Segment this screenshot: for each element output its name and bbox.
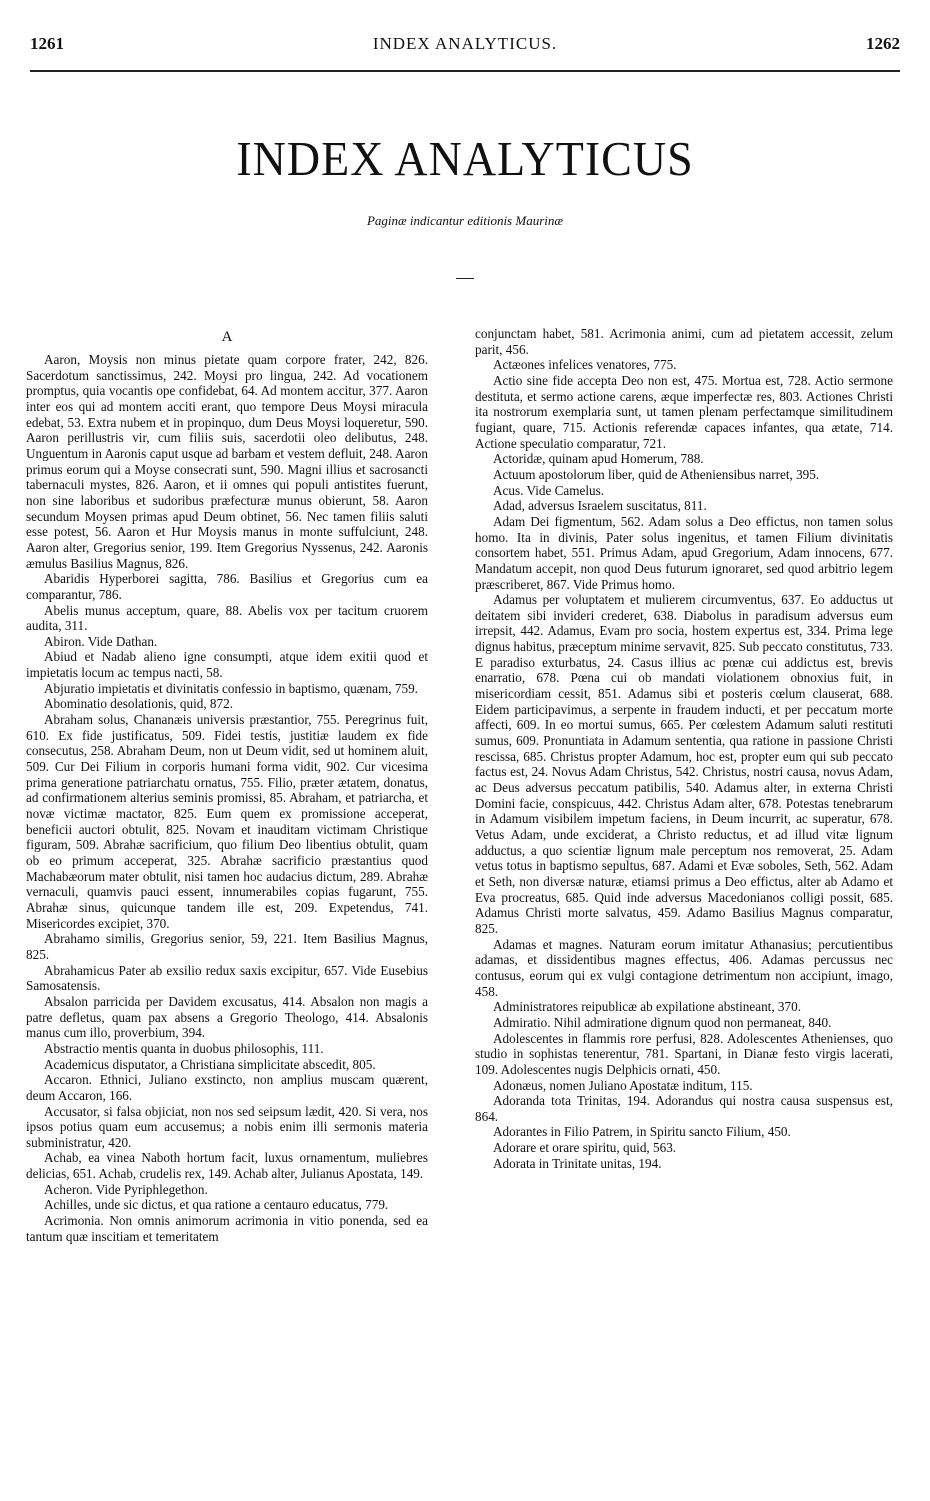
- title-divider: [456, 278, 474, 279]
- index-entry: Achilles, unde sic dictus, et qua ratione a centauro educatus, 779.: [44, 1197, 389, 1213]
- index-entry: Adorare et orare spiritu, quid, 563.: [493, 1140, 677, 1156]
- index-entry: Actio sine fide accepta Deo non est, 475. Mortua est, 728. Actio sermone destituta, et sermo actione carens, æque imperfectæ res, 803. Actiones Christi ita nostrorum exemplaria sunt, ut tamen plenam perfectamque similitudinem fugiant, quare, 715. Actionis referendæ capaces infantes, qua ætate, 714. Actione speculatio comparatur, 721.: [475, 372, 893, 451]
- right-entries: [475, 326, 893, 1171]
- page-subtitle: Paginæ indicantur editionis Maurinæ: [366, 213, 564, 228]
- index-entry: Adolescentes in flammis rore perfusi, 828. Adolescentes Athenienses, quo studio in sophistas tenerentur, 781. Spartani, in Dianæ festo virgis lacerati, 109. Adolescentes nugis Delphicis ornati, 450.: [475, 1030, 893, 1077]
- index-entry: Adamus per voluptatem et mulierem circumventus, 637. Eo adductus ut deitatem sibi invideri crederet, 638. Diabolus in paradisum adversus eum irrepsit, 442. Adamus, Evam pro socia, hostem expertus est, 334. Prima lege dignus habitus, præceptum minime servavit, 825. Sub peccato constitutus, 733. E paradiso exturbatus, 24. Casus illius ac pœnæ cui addictus est, brevis enarratio, 678. Pœna cui ob mandati violationem obnoxius fuit, in misericordiam cessit, 851. Adamus sibi et posteris cœlum clauserat, 688. Eidem participavimus, a serpente in fraudem inducti, et per peccatum morte affecti, 609. In eo mortui sumus, 665. Per cœlestem Adamum saluti restituti sumus, 609. Pronuntiata in Adamum sententia, qua ratione in passione Christi rescissa, 685. Christus propter Adamum, hoc est, propter eum qui sub peccato factus est, 24. Novus Adam Christus, 542. Christus, nostri causa, novus Adam, ac Deus adversus peccatum patibilis, 540. Adamus alter, in externa Christi Domini facie, conspicuus, 442. Christus Adam alter, 678. Potestas tenebrarum in Adamum visibilem impetum faciens, in Deum incurrit, ac superatur, 678. Vetus Adam, unde exciderat, a Christo reductus, et ad illud vitæ lignum adductus, a quo scientiæ lignum male perceptum nos removerat, 25. Adam vetus totus in baptismo sepultus, 687. Adami et Evæ soboles, Seth, 562. Adam et Seth, non diversæ naturæ, etiamsi primus a Deo effictus, alter ab Adamo et Eva procreatus, 685. Quid inde adversus Macedonianos colligi possit, 685. Adamus Christi morte salvatus, 459. Adamo Basilius Magnus comparatur, 825.: [475, 592, 893, 936]
- index-entry: conjunctam habet, 581. Acrimonia animi, cum ad pietatem accessit, zelum parit, 456.: [475, 326, 893, 357]
- index-entry: Abraham solus, Chananæis universis præstantior, 755. Peregrinus fuit, 610. Ex fide justificatus, 509. Fidei testis, justitiæ laudem ex fide consecutus, 258. Abraham Deum, non ut Deum vidit, sed ut hominem aluit, 509. Cur Dei Filium in corporis humani forma vidit, 902. Cur vicesima prima generatione patriarchatu ornatus, 755. Filio, præter ætatem, donatus, ad confirmationem alterius seminis promissi, 85. Abraham, et patriarcha, et novæ victimæ mactator, 825. Eum quem ex promissione acceperat, beneficii auctori obtulit, 825. Novam et inauditam victimam Christique figuram, 509. Abrahæ sacrificium, quo filium Deo libentius obtulit, quam ob eo primum acceperat, 325. Abrahæ sacrificio præstantius quod Machabæorum mater obtulit, nisi tamen hoc audacius dictum, 289. Abrahæ vernaculi, quamvis pauci essent, innumerabiles copias fugarunt, 755. Abrahæ sinus, quicunque tandem ille est, 209. Expetendus, 741. Misericordes excipiet, 370.: [26, 712, 428, 931]
- index-entry: Academicus disputator, a Christiana simplicitate abscedit, 805.: [44, 1056, 376, 1072]
- left-column: [26, 330, 428, 1244]
- index-entry: Adonæus, nomen Juliano Apostatæ inditum, 115.: [493, 1077, 753, 1093]
- page-number-left: 1261: [30, 34, 64, 53]
- index-entry: Adorata in Trinitate unitas, 194.: [493, 1155, 662, 1171]
- index-entry: Abrahamicus Pater ab exsilio redux saxis excipitur, 657. Vide Eusebius Samosatensis.: [26, 962, 428, 994]
- index-entry: Abiud et Nadab alieno igne consumpti, atque idem exitii quod et impietatis locum ac tempus nacti, 58.: [26, 649, 428, 681]
- right-column: [475, 326, 893, 1171]
- index-entry: Abjuratio impietatis et divinitatis confessio in baptismo, quænam, 759.: [44, 680, 418, 696]
- left-entries: [26, 352, 428, 1244]
- index-entry: Admiratio. Nihil admiratione dignum quod non permaneat, 840.: [493, 1014, 832, 1030]
- index-entry: Accaron. Ethnici, Juliano exstincto, non amplius muscam quærent, deum Accaron, 166.: [26, 1072, 428, 1103]
- index-entry: Acus. Vide Camelus.: [493, 482, 605, 498]
- index-entry: Abaridis Hyperborei sagitta, 786. Basilius et Gregorius cum ea comparantur, 786.: [26, 571, 428, 602]
- index-entry: Administratores reipublicæ ab expilatione abstineant, 370.: [493, 999, 802, 1015]
- index-entry: Achab, ea vinea Naboth hortum facit, luxus ornamentum, muliebres delicias, 651. Achab, crudelis rex, 149. Achab alter, Julianus Apostata, 149.: [26, 1150, 428, 1182]
- page-title: INDEX ANALYTICUS: [236, 131, 694, 186]
- index-entry: Adamas et magnes. Naturam eorum imitatur Athanasius; percutientibus adamas, et dissidentibus magnes effectus, 406. Adamas percussus nec contusus, eorum qui ex vulgi contagione detrimentum non accipiunt, imago, 458.: [475, 936, 893, 999]
- section-letter: A: [221, 329, 233, 345]
- page-number-right: 1262: [866, 34, 900, 53]
- index-entry: Abrahamo similis, Gregorius senior, 59, 221. Item Basilius Magnus, 825.: [26, 931, 428, 962]
- running-title: INDEX ANALYTICUS.: [372, 34, 558, 53]
- index-entry: Abominatio desolationis, quid, 872.: [44, 696, 234, 712]
- index-entry: Abstractio mentis quanta in duobus philosophis, 111.: [44, 1040, 324, 1056]
- index-entry: Acrimonia. Non omnis animorum acrimonia in vitio ponenda, sed ea tantum quæ inscitiam et temeritatem: [26, 1213, 428, 1244]
- index-entry: Actuum apostolorum liber, quid de Atheniensibus narret, 395.: [493, 466, 820, 482]
- index-entry: Actæones infelices venatores, 775.: [493, 357, 677, 373]
- header-rule: [30, 70, 900, 72]
- index-entry: Adad, adversus Israelem suscitatus, 811.: [493, 498, 707, 514]
- index-entry: Absalon parricida per Davidem excusatus, 414. Absalon non magis a patre defletus, quam pax absens a Gregorio Theologo, 414. Absalonis manus cum illo, proverbium, 394.: [26, 993, 428, 1041]
- index-entry: Adorantes in Filio Patrem, in Spiritu sancto Filium, 450.: [493, 1124, 791, 1140]
- running-header: [30, 34, 900, 56]
- index-entry: Adam Dei figmentum, 562. Adam solus a Deo effictus, non tamen solus homo. Ita in divinis, Pater solus ingenitus, et tamen Filium divinitatis consortem habet, 551. Primus Adam, apud Gregorium, Adam innocens, 677. Mandatum accepit, non quod Deus futurum ignoraret, sed quod arbitrio legem præscriberet, 867. Vide Primus homo.: [475, 513, 893, 592]
- index-entry: Aaron, Moysis non minus pietate quam corpore frater, 242, 826. Sacerdotum sanctissimus, 242. Moysi pro lingua, 242. Ad vocationem promptus, quia vocantis ope confidebat, 64. Ad montem accitur, 377. Aaron inter eos qui ad montem acciti erant, quo tempore Deus Moysi miracula edebat, 53. Extra nubem et in propinquo, dum Deus Moysi loqueretur, 590. Aaron perillustris vir, cum filiis suis, sacerdotii oleo delibutus, 248. Unguentum in Aaronis caput usque ad barbam et vestem defluit, 248. Aaron primus eorum qui a Moyse consecrati sunt, 590. Magni illius et sacrosancti tabernaculi mystes, 826. Aaron, et ii omnes qui populi antistites fuerunt, non sine laboribus et sudoribus præfecturæ munus obierunt, 58. Aaron secundum Moysen primas apud Deum obtinet, 56. Nec tamen filiis saluti esse potest, 56. Aaron et Hur Moysis manus in monte suffulciunt, 248. Aaron alter, Gregorius senior, 199. Item Gregorius Nyssenus, 242. Aaronis æmulus Basilius Magnus, 826.: [26, 352, 428, 571]
- index-entry: Actoridæ, quinam apud Homerum, 788.: [493, 451, 704, 467]
- index-entry: Abiron. Vide Dathan.: [44, 633, 158, 649]
- index-entry: Adoranda tota Trinitas, 194. Adorandus qui nostra causa suspensus est, 864.: [475, 1093, 893, 1124]
- index-entry: Abelis munus acceptum, quare, 88. Abelis vox per tacitum cruorem audita, 311.: [26, 602, 428, 634]
- index-entry: Acheron. Vide Pyriphlegethon.: [44, 1181, 208, 1197]
- index-entry: Accusator, si falsa objiciat, non nos sed seipsum lædit, 420. Si vera, nos ipsos potius quam eum accusemus; a nobis enim illi sermonis materia subministratur, 420.: [26, 1103, 428, 1150]
